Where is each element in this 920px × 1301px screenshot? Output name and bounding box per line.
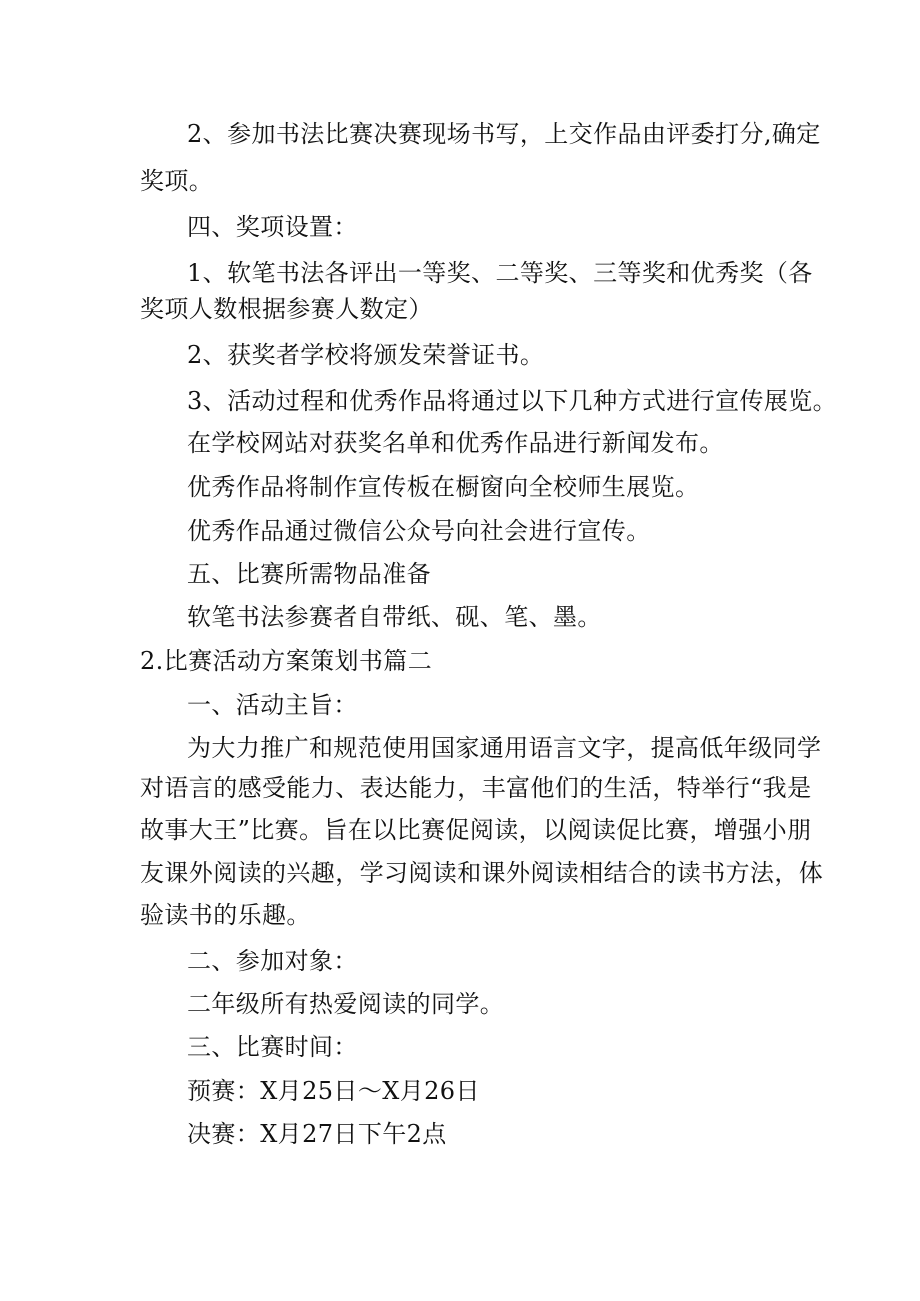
paragraph-line: 优秀作品将制作宣传板在橱窗向全校师生展览。	[187, 473, 700, 501]
paragraph-line: 预赛：X月25日～X月26日	[187, 1077, 480, 1105]
paragraph-line: 验读书的乐趣。	[140, 901, 311, 929]
paragraph-line: 在学校网站对获奖名单和优秀作品进行新闻发布。	[187, 429, 724, 457]
paragraph-line: 奖项。	[140, 167, 214, 195]
section-heading: 四、奖项设置：	[187, 213, 358, 241]
paragraph-line: 软笔书法参赛者自带纸、砚、笔、墨。	[187, 603, 602, 631]
section-heading: 一、活动主旨：	[187, 691, 358, 719]
paragraph-line: 为大力推广和规范使用国家通用语言文字，提高低年级同学	[187, 734, 822, 762]
paragraph-line: 决赛：X月27日下午2点	[187, 1120, 447, 1148]
paragraph-line: 优秀作品通过微信公众号向社会进行宣传。	[187, 517, 651, 545]
paragraph-line: 故事大王”比赛。旨在以比赛促阅读，以阅读促比赛，增强小朋	[140, 816, 812, 844]
paragraph-line: 奖项人数根据参赛人数定）	[140, 295, 433, 323]
section-heading: 五、比赛所需物品准备	[187, 560, 431, 588]
paragraph-line: 2、获奖者学校将颁发荣誉证书。	[187, 341, 545, 369]
section-heading: 三、比赛时间：	[187, 1033, 358, 1061]
section-heading: 二、参加对象：	[187, 947, 358, 975]
paragraph-line: 1、软笔书法各评出一等奖、二等奖、三等奖和优秀奖（各	[187, 259, 813, 287]
paragraph-line: 友课外阅读的兴趣，学习阅读和课外阅读相结合的读书方法，体	[140, 859, 824, 887]
paragraph-line: 3、活动过程和优秀作品将通过以下几种方式进行宣传展览。	[187, 387, 838, 415]
paragraph-line: 二年级所有热爱阅读的同学。	[187, 990, 505, 1018]
paragraph-line: 对语言的感受能力、表达能力，丰富他们的生活，特举行“我是	[140, 774, 812, 802]
document-subtitle: 2.比赛活动方案策划书篇二	[140, 647, 433, 675]
paragraph-line: 2、参加书法比赛决赛现场书写，上交作品由评委打分,确定	[187, 120, 821, 148]
